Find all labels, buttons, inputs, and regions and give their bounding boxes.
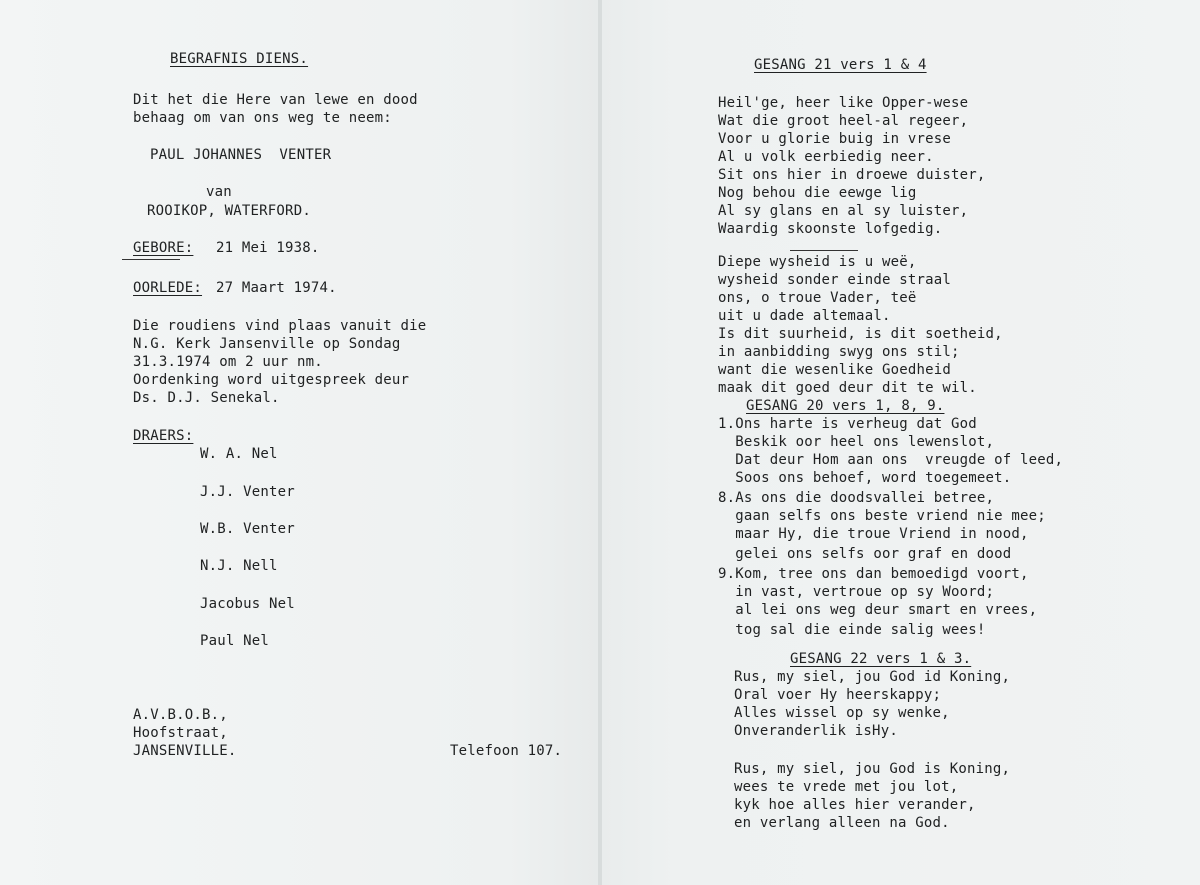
hymn-22-v1-line-2: Oral voer Hy heerskappy; <box>734 687 942 703</box>
hymn-21-v4-line-4: uit u dade altemaal. <box>718 308 891 324</box>
hymn-21-v4-line-2: wysheid sonder einde straal <box>718 272 951 288</box>
hymn-21-v4-line-5: Is dit suurheid, is dit soetheid, <box>718 326 1003 342</box>
hymn-20-line-10: in vast, vertroue op sy Woord; <box>718 584 995 600</box>
bearers-label: DRAERS: <box>133 428 194 444</box>
phone-number: Telefoon 107. <box>450 743 563 759</box>
hymn-20-line-5: 8.As ons die doodsvallei betree, <box>718 490 995 506</box>
hymn-20-line-7: maar Hy, die troue Vriend in nood, <box>718 526 1029 542</box>
hymn-20-title: GESANG 20 vers 1, 8, 9. <box>746 398 945 414</box>
hymn-22-v1-line-3: Alles wissel op sy wenke, <box>734 705 950 721</box>
service-line-4: Oordenking word uitgespreek deur <box>133 372 410 388</box>
hymn-21-title: GESANG 21 vers 1 & 4 <box>754 57 927 73</box>
bearer-5: Jacobus Nel <box>200 596 295 612</box>
intro-line-2: behaag om van ons weg te neem: <box>133 110 392 126</box>
hymn-21-v1-line-6: Nog behou die eewge lig <box>718 185 917 201</box>
hymn-22-v3-line-2: wees te vrede met jou lot, <box>734 779 959 795</box>
hymn-20-line-11: al lei ons weg deur smart en vrees, <box>718 602 1038 618</box>
hymn-22-v1-line-4: Onveranderlik isHy. <box>734 723 898 739</box>
right-page <box>602 0 1200 885</box>
bearer-3: W.B. Venter <box>200 521 295 537</box>
intro-line-1: Dit het die Here van lewe en dood <box>133 92 418 108</box>
hymn-22-v1-line-1: Rus, my siel, jou God id Koning, <box>734 669 1011 685</box>
hymn-21-v4-line-8: maak dit goed deur dit te wil. <box>718 380 977 396</box>
bearer-6: Paul Nel <box>200 633 270 649</box>
hymn-21-v1-line-8: Waardig skoonste lofgedig. <box>718 221 943 237</box>
hymn-21-v1-line-1: Heil'ge, heer like Opper-wese <box>718 95 969 111</box>
program-title: BEGRAFNIS DIENS. <box>170 51 309 67</box>
pen-mark <box>122 259 180 260</box>
hymn-22-title: GESANG 22 vers 1 & 3. <box>790 651 972 667</box>
bearer-4: N.J. Nell <box>200 558 278 574</box>
hymn-20-line-1: 1.Ons harte is verheug dat God <box>718 416 977 432</box>
bearer-2: J.J. Venter <box>200 484 295 500</box>
farm-place: ROOIKOP, WATERFORD. <box>147 203 311 219</box>
van-word: van <box>206 184 232 200</box>
service-line-1: Die roudiens vind plaas vanuit die <box>133 318 427 334</box>
hymn-20-line-8: gelei ons selfs oor graf en dood <box>718 546 1012 562</box>
hymn-22-v3-line-3: kyk hoe alles hier verander, <box>734 797 976 813</box>
hymn-22-v3-line-4: en verlang alleen na God. <box>734 815 950 831</box>
hymn-21-v4-line-7: want die wesenlike Goedheid <box>718 362 951 378</box>
hymn-20-line-6: gaan selfs ons beste vriend nie mee; <box>718 508 1046 524</box>
hymn-21-v1-line-3: Voor u glorie buig in vrese <box>718 131 951 147</box>
hymn-21-v1-line-2: Wat die groot heel-al regeer, <box>718 113 969 129</box>
hymn-20-line-9: 9.Kom, tree ons dan bemoedigd voort, <box>718 566 1029 582</box>
hymn-22-v3-line-1: Rus, my siel, jou God is Koning, <box>734 761 1011 777</box>
left-page <box>0 0 598 885</box>
address-line-1: A.V.B.O.B., <box>133 707 228 723</box>
died-label: OORLEDE: <box>133 280 203 296</box>
hymn-20-line-4: Soos ons behoef, word toegemeet. <box>718 470 1012 486</box>
hymn-21-v1-line-5: Sit ons hier in droewe duister, <box>718 167 986 183</box>
address-line-2: Hoofstraat, <box>133 725 228 741</box>
hymn-20-line-12: tog sal die einde salig wees! <box>718 622 986 638</box>
died-date: 27 Maart 1974. <box>216 280 337 296</box>
service-line-2: N.G. Kerk Jansenville op Sondag <box>133 336 401 352</box>
hymn-21-v4-line-1: Diepe wysheid is u weë, <box>718 254 917 270</box>
hymn-20-line-2: Beskik oor heel ons lewenslot, <box>718 434 995 450</box>
deceased-name: PAUL JOHANNES VENTER <box>150 147 332 163</box>
bearer-1: W. A. Nel <box>200 446 278 462</box>
hymn-21-v1-line-7: Al sy glans en al sy luister, <box>718 203 969 219</box>
hymn-21-v4-line-6: in aanbidding swyg ons stil; <box>718 344 960 360</box>
pen-mark <box>790 250 858 251</box>
service-line-3: 31.3.1974 om 2 uur nm. <box>133 354 323 370</box>
hymn-20-line-3: Dat deur Hom aan ons vreugde of leed, <box>718 452 1064 468</box>
born-label: GEBORE: <box>133 240 194 256</box>
born-date: 21 Mei 1938. <box>216 240 320 256</box>
hymn-21-v4-line-3: ons, o troue Vader, teë <box>718 290 917 306</box>
service-line-5: Ds. D.J. Senekal. <box>133 390 280 406</box>
address-line-3: JANSENVILLE. <box>133 743 237 759</box>
hymn-21-v1-line-4: Al u volk eerbiedig neer. <box>718 149 934 165</box>
